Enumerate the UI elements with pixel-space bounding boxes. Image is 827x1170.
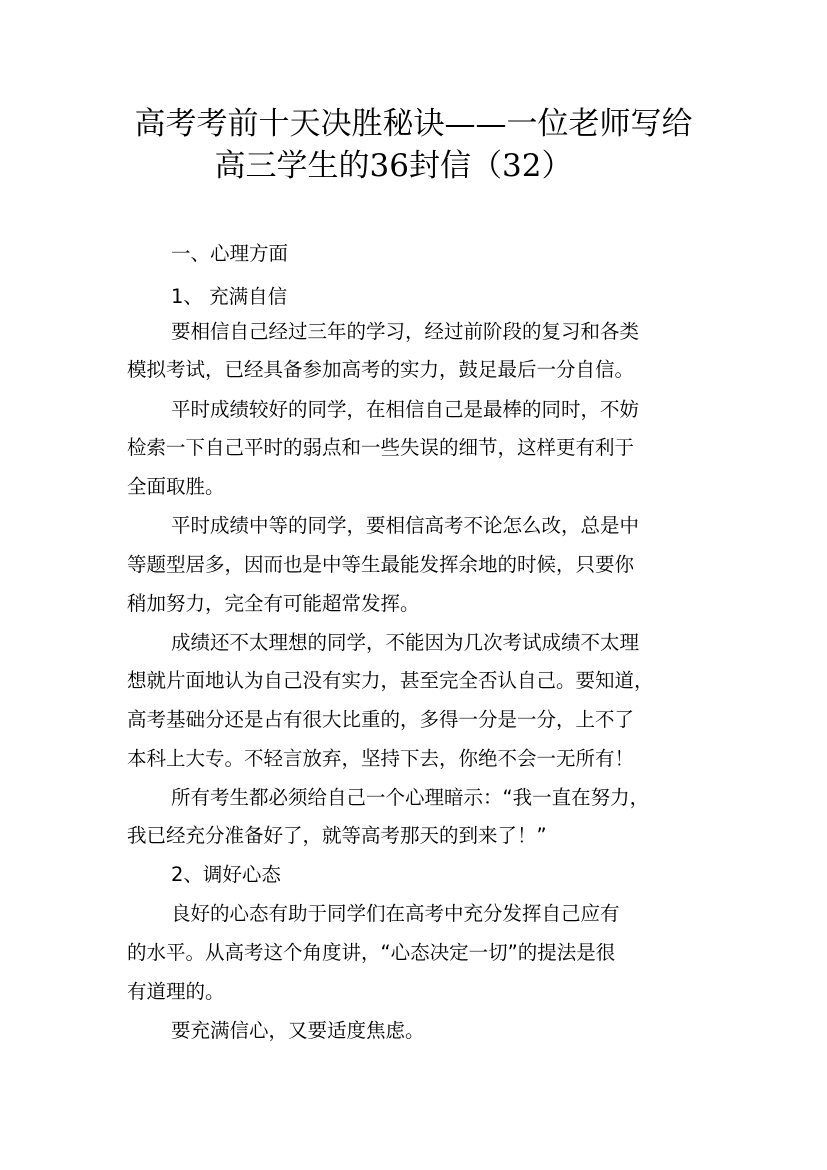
subsection-heading-mindset: 2、调好心态: [171, 863, 281, 886]
paragraph-line: 平时成绩较好的同学，在相信自己是最棒的同时，不妨: [171, 398, 640, 421]
paragraph-line: 我已经充分准备好了，就等高考那天的到来了！”: [127, 824, 547, 847]
document-title-line-1: 高考考前十天决胜秘诀——一位老师写给: [134, 106, 693, 142]
paragraph-line: 全面取胜。: [127, 475, 225, 498]
paragraph-line: 等题型居多，因而也是中等生最能发挥余地的时候，只要你: [127, 553, 635, 576]
paragraph-line: 良好的心态有助于同学们在高考中充分发挥自己应有: [171, 902, 620, 925]
paragraph-line: 模拟考试，已经具备参加高考的实力，鼓足最后一分自信。: [127, 358, 635, 381]
paragraph-line: 有道理的。: [127, 980, 225, 1003]
paragraph-line: 所有考生都必须给自己一个心理暗示：“我一直在努力，: [171, 786, 650, 809]
paragraph-line: 高考基础分还是占有很大比重的，多得一分是一分，上不了: [127, 708, 635, 731]
document-title-line-2: 高三学生的36封信（32）: [214, 148, 573, 184]
paragraph-line: 检索一下自己平时的弱点和一些失误的细节，这样更有利于: [127, 436, 635, 459]
paragraph-line: 成绩还不太理想的同学，不能因为几次考试成绩不太理: [171, 631, 640, 654]
section-heading-psychology: 一、心理方面: [171, 242, 289, 265]
paragraph-line: 稍加努力，完全有可能超常发挥。: [127, 592, 420, 615]
paragraph-line: 本科上大专。不轻言放弃，坚持下去，你绝不会一无所有！: [127, 747, 635, 770]
paragraph-line: 想就片面地认为自己没有实力，甚至完全否认自己。要知道，: [127, 669, 654, 692]
paragraph-line: 要相信自己经过三年的学习，经过前阶段的复习和各类: [171, 320, 640, 343]
paragraph-line: 平时成绩中等的同学，要相信高考不论怎么改，总是中: [171, 514, 640, 537]
paragraph-line: 要充满信心，又要适度焦虑。: [171, 1019, 425, 1042]
subsection-heading-confidence: 1、 充满自信: [171, 285, 288, 308]
paragraph-line: 的水平。从高考这个角度讲，“心态决定一切”的提法是很: [127, 941, 616, 964]
